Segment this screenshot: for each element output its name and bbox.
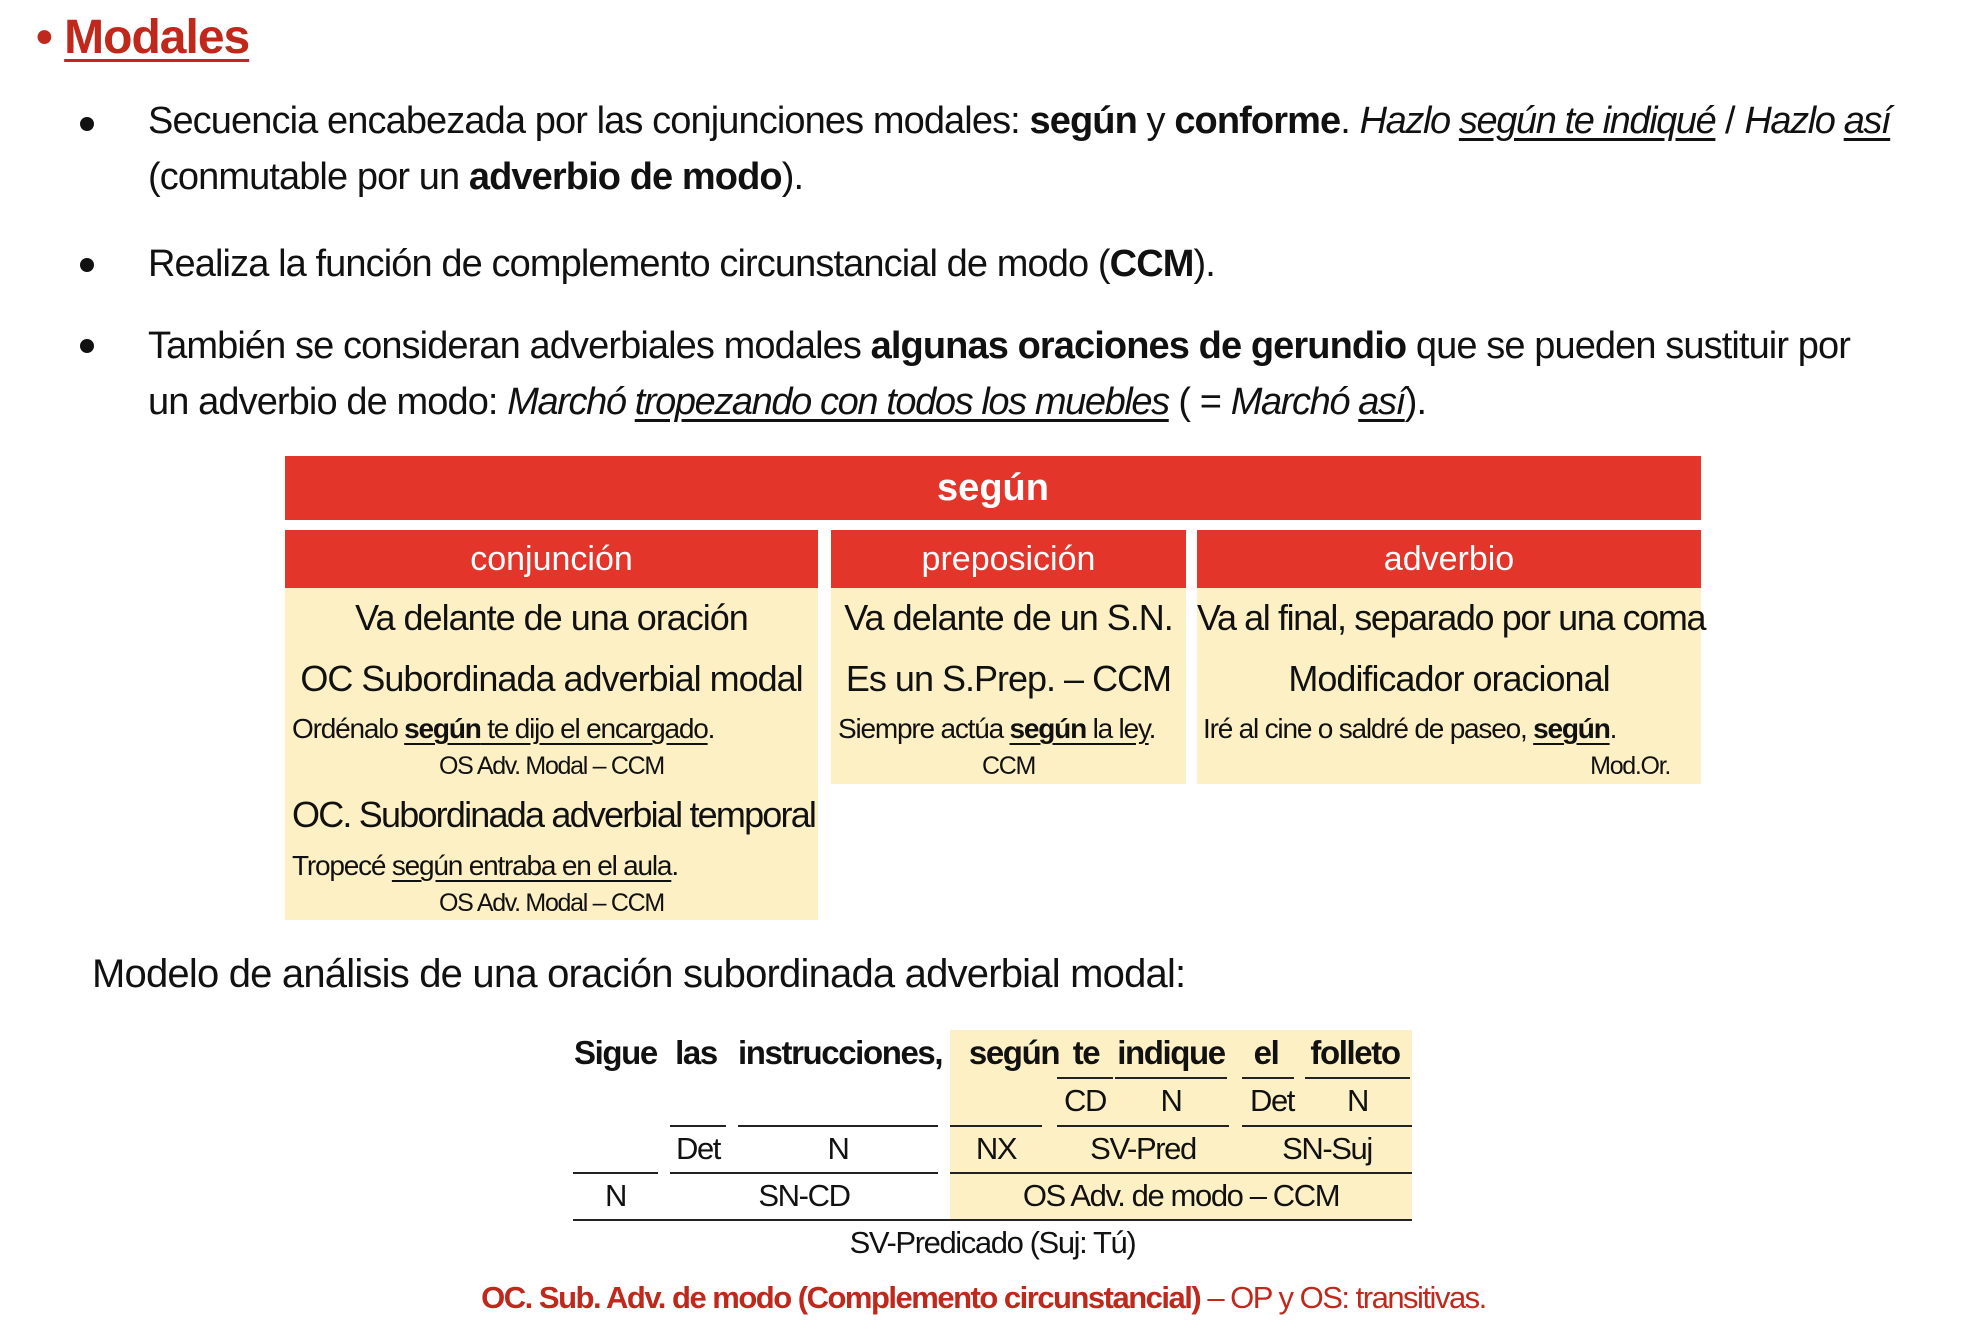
header-adverbio: adverbio xyxy=(1197,530,1701,588)
word-instrucciones: instrucciones, xyxy=(738,1034,943,1071)
word-te: te xyxy=(1072,1034,1100,1071)
line-sn-suj xyxy=(1242,1125,1412,1127)
bullet-dot-2 xyxy=(80,258,94,272)
prep-line-1: Va delante de un S.N. xyxy=(844,597,1173,638)
line-segun xyxy=(950,1125,1042,1127)
prep-example-label: CCM xyxy=(981,752,1036,780)
word-sigue: Sigue xyxy=(574,1034,657,1071)
heading-title: Modales xyxy=(64,11,250,64)
line-te xyxy=(1057,1077,1113,1079)
adv-line-2: Modificador oracional xyxy=(1288,658,1610,699)
word-folleto: folleto xyxy=(1310,1034,1400,1071)
header-preposicion: preposición xyxy=(831,530,1186,588)
analysis-footnote: OC. Sub. Adv. de modo (Complemento circunstancial) – OP y OS: transitivas. xyxy=(481,1280,1486,1315)
bullet-1-line-1: Secuencia encabezada por las conjunciones modales: según y conforme. Hazlo según te indiqué / Hazlo así xyxy=(148,100,1891,142)
adv-example: Iré al cine o saldré de paseo, según. xyxy=(1203,713,1617,744)
line-las xyxy=(670,1125,726,1127)
line-sv-predicado xyxy=(573,1219,1412,1221)
conj-example-2: Tropecé según entraba en el aula. xyxy=(292,850,678,881)
word-segun: según xyxy=(968,1034,1060,1071)
label-det-el: Det xyxy=(1249,1083,1295,1118)
conj-line-3: OC. Subordinada adverbial temporal xyxy=(292,794,816,835)
label-n-folleto: N xyxy=(1347,1083,1368,1118)
label-sv-pred: SV-Pred xyxy=(1090,1131,1196,1166)
label-n-indique: N xyxy=(1160,1083,1182,1118)
line-sv-pred xyxy=(1057,1125,1229,1127)
label-os-adv-modo: OS Adv. de modo – CCM xyxy=(1022,1178,1340,1213)
prep-line-2: Es un S.Prep. – CCM xyxy=(845,658,1172,699)
bullet-1-text xyxy=(148,93,1948,205)
label-cd: CD xyxy=(1064,1083,1106,1118)
bullet-1-line-2: (conmutable por un adverbio de modo). xyxy=(148,156,804,198)
heading-bullet: • xyxy=(36,11,52,64)
label-nx: NX xyxy=(975,1131,1017,1166)
word-el: el xyxy=(1253,1034,1279,1071)
label-sn-cd: SN-CD xyxy=(758,1178,850,1213)
word-indique: indique xyxy=(1117,1034,1225,1071)
conj-example-1-label: OS Adv. Modal – CCM xyxy=(439,752,664,780)
conj-example-2-label: OS Adv. Modal – CCM xyxy=(439,889,664,917)
line-indique xyxy=(1115,1077,1227,1079)
line-instrucciones xyxy=(738,1125,938,1127)
bullet-3-line-2: un adverbio de modo: Marchó tropezando con todos los muebles ( = Marchó así). xyxy=(148,381,1427,423)
conj-example-1: Ordénalo según te dijo el encargado. xyxy=(292,713,715,744)
label-det-las: Det xyxy=(675,1131,721,1166)
bullet-dot-1 xyxy=(80,117,94,131)
bullet-2-text: Realiza la función de complemento circunstancial de modo (CCM). xyxy=(148,243,1215,285)
line-sigue xyxy=(573,1172,658,1174)
line-os-adv xyxy=(950,1172,1412,1174)
bullet-3-line-1: También se consideran adverbiales modales algunas oraciones de gerundio que se pueden sustituir por xyxy=(148,325,1850,367)
label-sv-predicado: SV-Predicado (Suj: Tú) xyxy=(849,1225,1136,1260)
adv-example-label: Mod.Or. xyxy=(1590,752,1670,780)
conj-line-2: OC Subordinada adverbial modal xyxy=(300,658,803,699)
word-las: las xyxy=(675,1034,717,1071)
prep-example: Siempre actúa según la ley. xyxy=(838,713,1156,744)
label-sn-suj: SN-Suj xyxy=(1282,1131,1372,1166)
header-conjuncion: conjunción xyxy=(285,530,818,588)
table-title: según xyxy=(285,456,1701,520)
section-heading xyxy=(36,10,249,65)
conj-line-1: Va delante de una oración xyxy=(355,597,748,638)
label-n-instrucciones: N xyxy=(827,1131,849,1166)
adv-line-1: Va al final, separado por una coma xyxy=(1197,597,1706,638)
line-el xyxy=(1242,1077,1294,1079)
label-n-sigue: N xyxy=(605,1178,626,1213)
line-folleto xyxy=(1305,1077,1410,1079)
bullet-dot-3 xyxy=(80,339,94,353)
model-title: Modelo de análisis de una oración subordinada adverbial modal: xyxy=(92,952,1186,996)
line-sn-cd xyxy=(670,1172,938,1174)
bullet-3-text xyxy=(148,318,1948,430)
